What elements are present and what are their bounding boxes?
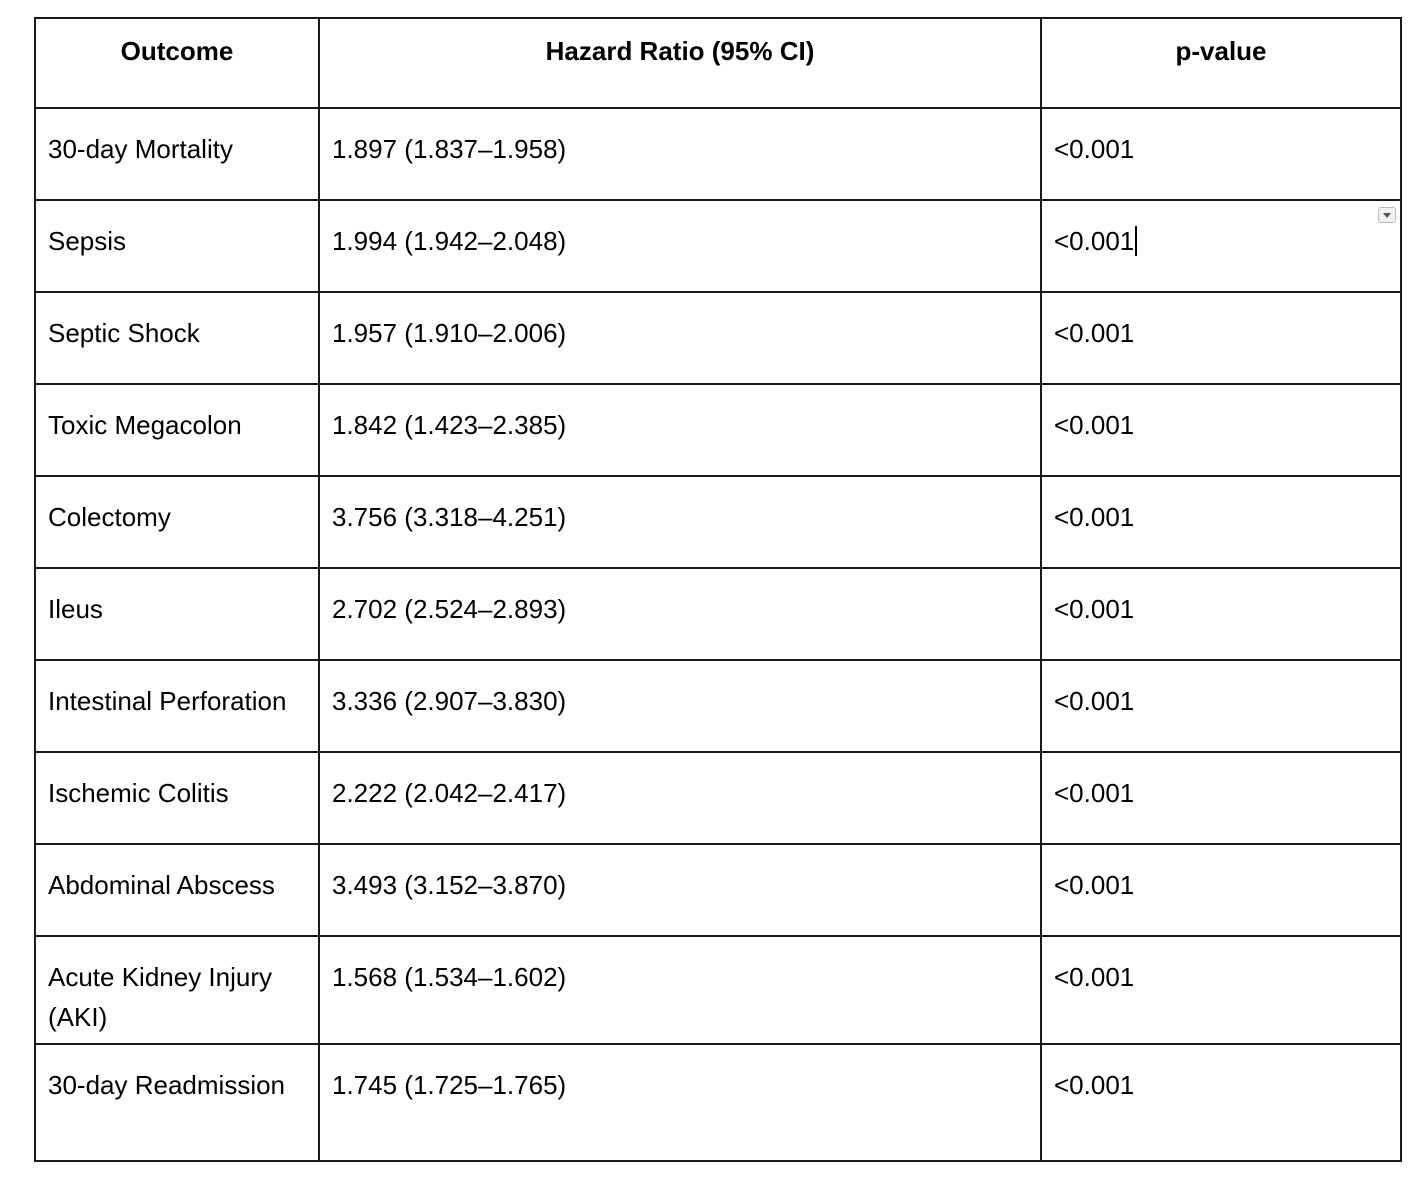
cell-outcome[interactable]: Acute Kidney Injury (AKI) <box>35 936 319 1044</box>
header-outcome[interactable]: Outcome <box>35 18 319 108</box>
cell-outcome[interactable]: Toxic Megacolon <box>35 384 319 476</box>
cell-p-value[interactable]: <0.001 <box>1041 936 1401 1044</box>
table-row <box>35 568 1401 660</box>
cell-outcome[interactable]: Intestinal Perforation <box>35 660 319 752</box>
cell-outcome[interactable]: Colectomy <box>35 476 319 568</box>
table-row <box>35 200 1401 292</box>
active-cell-text: <0.001 <box>1054 226 1135 256</box>
table-row <box>35 936 1401 1044</box>
table-row <box>35 292 1401 384</box>
table-header-row <box>35 18 1401 108</box>
table-row <box>35 384 1401 476</box>
cell-hazard-ratio[interactable]: 1.568 (1.534–1.602) <box>319 936 1041 1044</box>
cell-outcome[interactable]: 30-day Mortality <box>35 108 319 200</box>
cell-hazard-ratio[interactable]: 3.756 (3.318–4.251) <box>319 476 1041 568</box>
cell-p-value[interactable]: <0.001 <box>1041 108 1401 200</box>
table-row <box>35 752 1401 844</box>
table-row <box>35 660 1401 752</box>
table-row <box>35 108 1401 200</box>
cell-p-value[interactable]: <0.001 <box>1041 752 1401 844</box>
text-cursor <box>1135 226 1137 256</box>
cell-p-value[interactable]: <0.001 <box>1041 844 1401 936</box>
table-row <box>35 844 1401 936</box>
cell-hazard-ratio[interactable]: 1.745 (1.725–1.765) <box>319 1044 1041 1161</box>
cell-p-value[interactable]: <0.001 <box>1041 292 1401 384</box>
cell-hazard-ratio[interactable]: 1.842 (1.423–2.385) <box>319 384 1041 476</box>
cell-outcome[interactable]: Ischemic Colitis <box>35 752 319 844</box>
cell-hazard-ratio[interactable]: 2.222 (2.042–2.417) <box>319 752 1041 844</box>
results-table <box>34 17 1402 1162</box>
header-p-value[interactable]: p-value <box>1041 18 1401 108</box>
header-hazard-ratio[interactable]: Hazard Ratio (95% CI) <box>319 18 1041 108</box>
cell-hazard-ratio[interactable]: 3.493 (3.152–3.870) <box>319 844 1041 936</box>
cell-p-value-active[interactable] <box>1041 200 1401 292</box>
cell-outcome[interactable]: 30-day Readmission <box>35 1044 319 1161</box>
cell-hazard-ratio[interactable]: 3.336 (2.907–3.830) <box>319 660 1041 752</box>
cell-p-value[interactable]: <0.001 <box>1041 384 1401 476</box>
cell-p-value[interactable]: <0.001 <box>1041 1044 1401 1161</box>
cell-hazard-ratio[interactable]: 1.994 (1.942–2.048) <box>319 200 1041 292</box>
cell-outcome[interactable]: Sepsis <box>35 200 319 292</box>
table-row <box>35 1044 1401 1161</box>
cell-p-value[interactable]: <0.001 <box>1041 476 1401 568</box>
cell-hazard-ratio[interactable]: 2.702 (2.524–2.893) <box>319 568 1041 660</box>
cell-hazard-ratio[interactable]: 1.897 (1.837–1.958) <box>319 108 1041 200</box>
chevron-down-icon[interactable] <box>1378 207 1396 223</box>
cell-p-value[interactable]: <0.001 <box>1041 660 1401 752</box>
cell-hazard-ratio[interactable]: 1.957 (1.910–2.006) <box>319 292 1041 384</box>
table-row <box>35 476 1401 568</box>
cell-p-value[interactable]: <0.001 <box>1041 568 1401 660</box>
cell-outcome[interactable]: Ileus <box>35 568 319 660</box>
cell-outcome[interactable]: Abdominal Abscess <box>35 844 319 936</box>
cell-outcome[interactable]: Septic Shock <box>35 292 319 384</box>
